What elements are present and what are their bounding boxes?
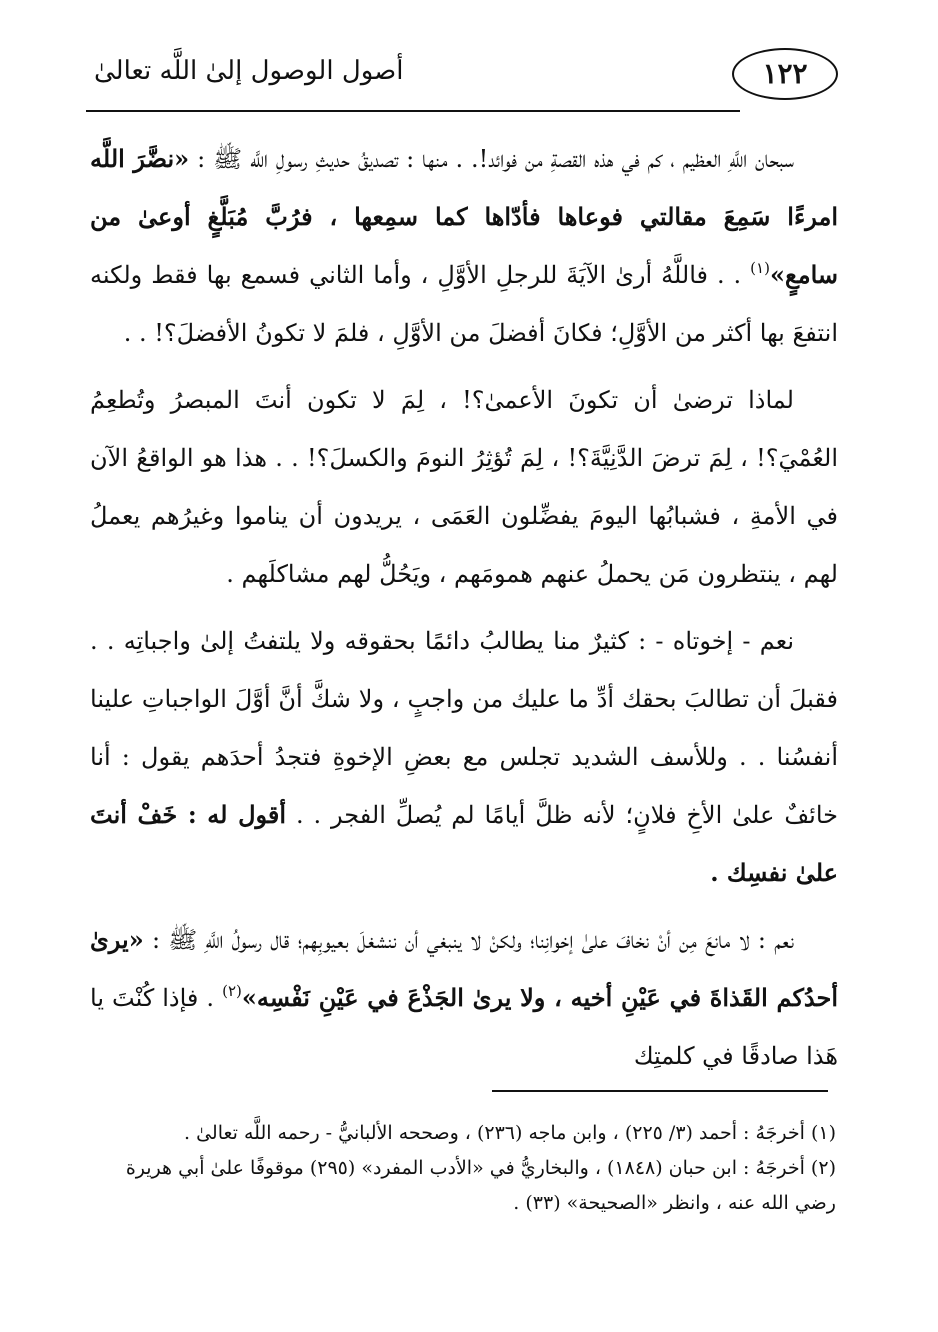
hadith-quote-2: «يرىٰ أحدُكم القَذاةَ في عَيْنِ أخيه ، ولا يرىٰ الجَذْعَ في عَيْنِ نَفْسِه»: [90, 925, 839, 1012]
paragraph-2: لماذا ترضىٰ أن تكونَ الأعمىٰ؟! ، لِمَ لا تكون أنتَ المبصرُ وتُطعِمُ العُمْيَ؟! ، لِمَ ترضَ الدَّنِيَّةَ؟! ، لِمَ تُؤثِرُ النومَ والكسلَ؟! . . هذا هو الواقعُ الآن في الأمةِ ، فشبابُها اليومَ يفضِّلون العَمَى ، يريدون أن يناموا وغيرُهم يعملُ لهم ، ينتظرون مَن يحملُ عنهم همومَهم ، ويَحُلُّ لهم مشاكلَهم .: [90, 386, 838, 588]
paragraph-3-emphasis: أقول له : خَفْ أنتَ علىٰ نفسِك .: [90, 800, 838, 887]
paragraph-4-continued: . فإذا كُنْتَ يا هَذا صادقًا في كلمتِك: [90, 984, 838, 1070]
footnote-ref-1: (١): [750, 259, 770, 277]
hadith-quote-1: «نضَّرَ اللَّه امرءًا سَمِعَ مقالتي فوعاها فأدّاها كما سمِعها ، فرُبَّ مُبَلَّغٍ أوعىٰ من سامعٍ»: [90, 144, 838, 289]
paragraph-3: [90, 612, 838, 902]
running-header: [86, 46, 838, 110]
footnote-1: (١) أخرجَهُ : أحمد (٣/ ٢٢٥) ، وابن ماجه (٢٣٦) ، وصححه الألبانيُّ - رحمه اللَّه تعالىٰ .: [183, 1122, 836, 1144]
main-text: [90, 130, 838, 1085]
paragraph-1-continued: . . فاللَّهُ أرىٰ الآيَةَ للرجلِ الأوَّلِ ، وأما الثاني فسمع بها فقط ولكنه انتفعَ بها أكثر من الأوَّلِ؛ فكانَ أفضلَ من الأوَّلِ ، فلمَ لا تكونُ الأفضلَ؟! . .: [90, 261, 838, 347]
footnote-ref-2: (٢): [222, 982, 242, 1000]
header-rule: [86, 110, 740, 112]
book-title: أصول الوصول إلىٰ اللَّه تعالىٰ: [94, 56, 404, 86]
page-number: ١٢٢: [732, 48, 838, 100]
paragraph-1-text: سبحان اللَّهِ العظيم ، كم في هذه القصةِ من فوائد!. . منها : تصديقُ حديثِ رسولِ اللَّه ﷺ :: [189, 145, 794, 173]
footnote-separator: [492, 1090, 828, 1092]
paragraph-4-text: نعم : لا مانعَ مِن أنْ نخافَ علىٰ إخوانِنا؛ ولكنْ لا ينبغي أن ننشغلَ بعيوبِهم؛ قال رسولُ اللَّهِ ﷺ :: [143, 926, 794, 954]
paragraph-1: [90, 130, 838, 362]
footnote-2: (٢) أخرجَهُ : ابن حبان (١٨٤٨) ، والبخاريُّ في «الأدب المفرد» (٢٩٥) موقوفًا علىٰ أبي هريرة رضي الله عنه ، وانظر «الصحيحة» (٣٣) .: [125, 1157, 836, 1214]
paragraph-3-text: نعم - إخوتاه - : كثيرٌ منا يطالبُ دائمًا بحقوقه ولا يلتفتُ إلىٰ واجباتِه . . فقبلَ أن تطالبَ بحقك أدِّ ما عليك من واجبٍ ، ولا شكَّ أنَّ أوَّلَ الواجباتِ علينا أنفسُنا . . وللأسف الشديد تجلس مع بعضِ الإخوةِ فتجدُ أحدَهم يقول : أنا خائفٌ علىٰ الأخِ فلانٍ؛ لأنه ظلَّ أيامًا لم يُصلِّ الفجر . .: [90, 627, 838, 829]
paragraph-4: [90, 911, 838, 1085]
footnotes: [96, 1116, 836, 1221]
